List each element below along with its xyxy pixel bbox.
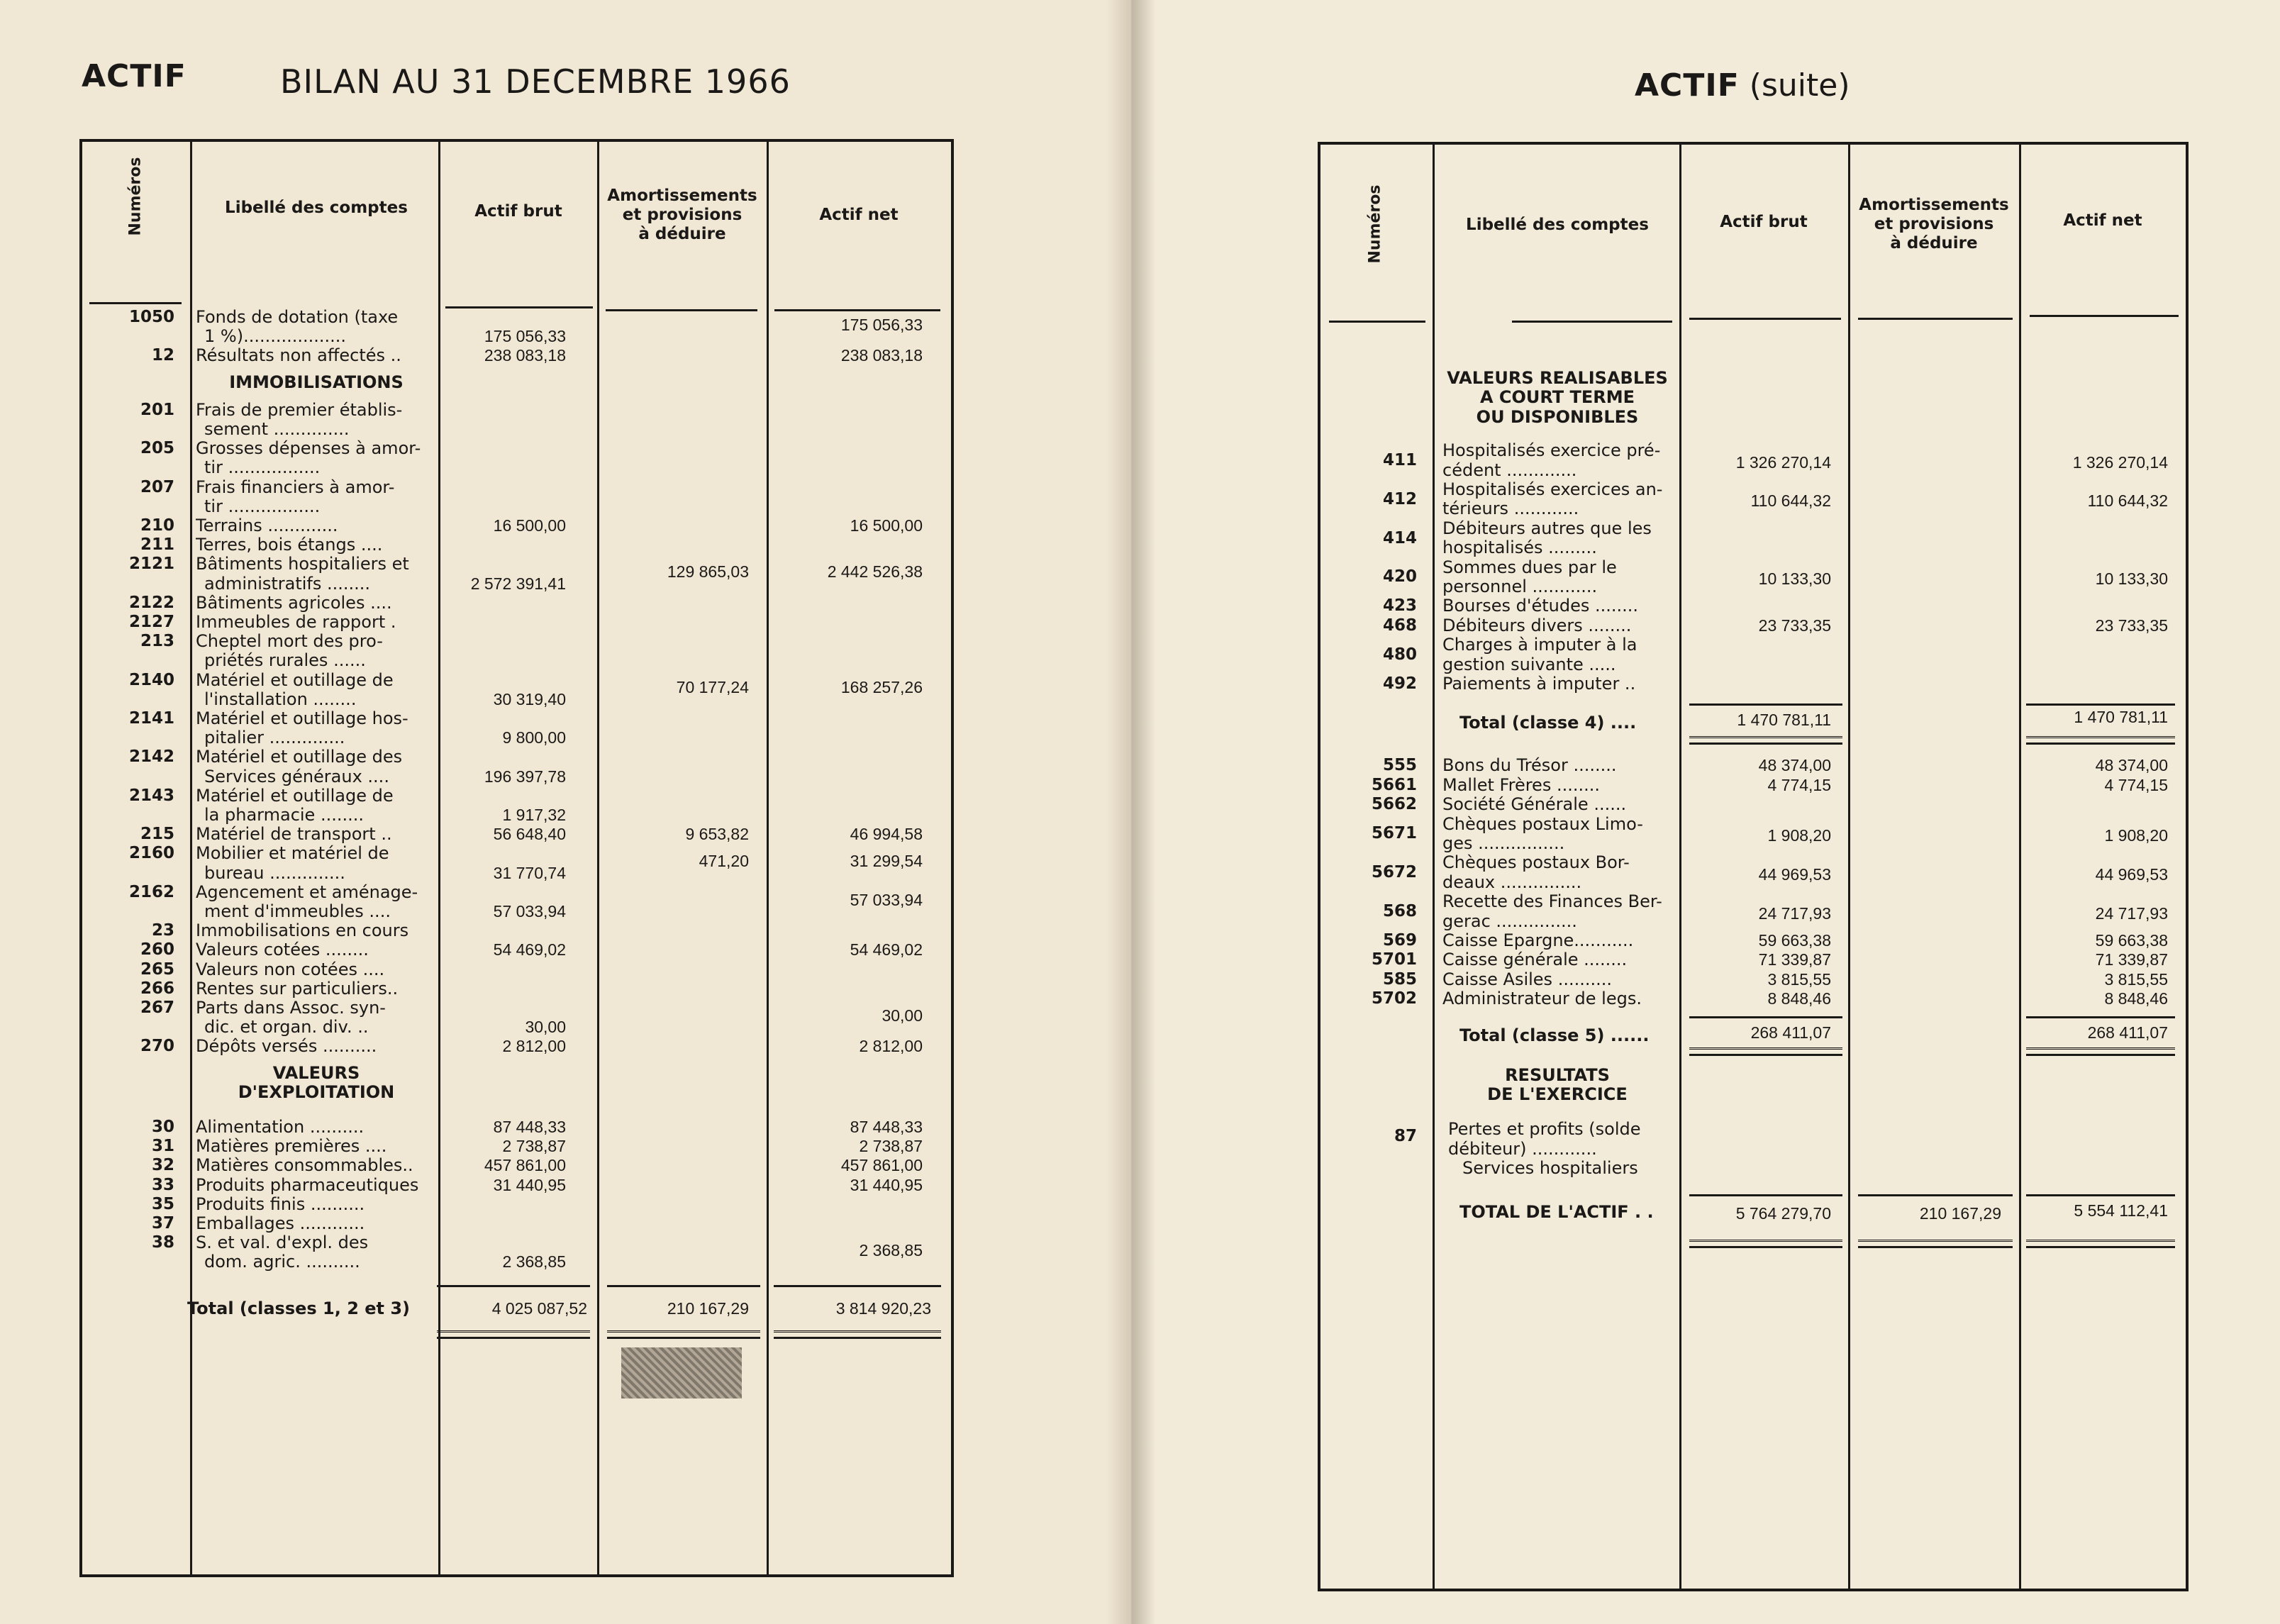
account-label: Produits finis .......... — [196, 1194, 365, 1214]
actif-net-value: 175 056,33 — [840, 315, 923, 334]
account-label: Valeurs cotées ........ — [196, 940, 369, 960]
account-number: 213 — [140, 632, 174, 651]
actif-brut-value: 2 738,87 — [502, 1137, 566, 1156]
account-label: Hospitalisés exercice pré- — [1442, 441, 1661, 461]
account-number: 555 — [1382, 756, 1417, 775]
table-rule — [2026, 1016, 2175, 1018]
table-rule — [607, 1285, 760, 1287]
actif-net-value: 110 644,32 — [2087, 491, 2168, 511]
account-label: Rentes sur particuliers.. — [196, 979, 399, 999]
account-label: sement .............. — [204, 420, 350, 439]
table-rule — [1689, 1194, 1842, 1196]
actif-net-value: 57 033,94 — [850, 890, 923, 909]
section-heading: RESULTATS — [1505, 1064, 1610, 1085]
actif-brut-value: 54 469,02 — [493, 940, 566, 960]
col-header-amortissements-right — [1851, 196, 2017, 253]
account-label: Grosses dépenses à amor- — [196, 439, 421, 459]
actif-brut-value: 2 368,85 — [502, 1252, 566, 1272]
account-label: la pharmacie ........ — [204, 806, 364, 825]
account-number: 2140 — [128, 670, 174, 689]
amort-line-1-right: Amortissements — [1859, 196, 2009, 214]
table-rule — [774, 1285, 941, 1287]
account-label: Matériel et outillage des — [196, 747, 403, 767]
actif-net-value: 2 738,87 — [859, 1137, 923, 1156]
account-label: Bourses d'études ........ — [1442, 596, 1639, 616]
account-number: 2143 — [128, 786, 174, 805]
account-label: Administrateur de legs. — [1442, 989, 1642, 1009]
account-label: Services hospitaliers — [1462, 1158, 1638, 1179]
account-number: 266 — [140, 979, 174, 998]
section-heading: DE L'EXERCICE — [1487, 1084, 1628, 1104]
account-label: Cheptel mort des pro- — [196, 632, 383, 652]
actif-net-value: 457 861,00 — [840, 1156, 923, 1175]
actif-brut-value: 196 397,78 — [484, 767, 566, 786]
table-rule — [437, 1285, 590, 1287]
actif-brut-value: 2 812,00 — [502, 1037, 566, 1056]
account-label: pitalier .............. — [204, 728, 345, 748]
account-label: Terres, bois étangs .... — [196, 535, 383, 555]
table-rule — [1858, 1194, 2013, 1196]
account-number: 35 — [151, 1194, 174, 1213]
col-header-actif-brut-right: Actif brut — [1720, 213, 1808, 231]
actif-net-value: 59 663,38 — [2095, 931, 2168, 950]
actif-brut-value: 56 648,40 — [493, 825, 566, 844]
table-rule — [1689, 1016, 1842, 1018]
actif-net-value: 24 717,93 — [2095, 903, 2168, 923]
actif-brut-value: 1 908,20 — [1767, 826, 1831, 845]
account-label: térieurs ............ — [1442, 499, 1579, 519]
actif-brut-value: 8 848,46 — [1767, 989, 1831, 1008]
account-label: Services généraux .... — [204, 767, 389, 786]
account-number: 33 — [151, 1175, 174, 1194]
account-label: débiteur) ............ — [1448, 1138, 1597, 1159]
table-rule — [1689, 1240, 1842, 1248]
account-label: Immobilisations en cours — [196, 921, 409, 941]
section-heading: A COURT TERME — [1479, 387, 1635, 408]
actif-brut-value: 30 319,40 — [493, 689, 566, 708]
account-number: 2142 — [128, 747, 174, 767]
account-number: 411 — [1382, 450, 1417, 469]
total-actif-brut: 4 025 087,52 — [491, 1298, 587, 1318]
table-rule — [607, 1330, 760, 1339]
account-number: 492 — [1382, 674, 1417, 693]
left-balance-table — [79, 139, 954, 1577]
account-label: Caisse Asiles .......... — [1442, 969, 1612, 989]
account-label: Débiteurs divers ........ — [1442, 616, 1632, 635]
section-heading: OU DISPONIBLES — [1476, 406, 1639, 427]
table-rule — [2026, 1047, 2175, 1056]
account-label: Mallet Frères ........ — [1442, 775, 1600, 795]
account-number: 5671 — [1371, 824, 1417, 843]
account-number: 5672 — [1371, 863, 1417, 882]
actif-brut-value: 4 774,15 — [1767, 775, 1831, 794]
grand-total-actif-net: 5 554 112,41 — [2074, 1201, 2168, 1220]
account-label: tir ................. — [204, 458, 321, 478]
account-number: 38 — [151, 1233, 174, 1252]
account-label: Matériel et outillage hos- — [196, 709, 408, 728]
col-header-actif-net-right: Actif net — [2063, 211, 2142, 230]
account-label: Immeubles de rapport . — [196, 613, 396, 632]
account-number: 2121 — [128, 555, 174, 574]
account-label: priétés rurales ...... — [204, 651, 366, 671]
account-number: 5661 — [1371, 775, 1417, 794]
table-rule — [2026, 1240, 2175, 1248]
actif-net-value: 4 774,15 — [2104, 775, 2168, 794]
account-number: 30 — [151, 1118, 174, 1136]
account-number: 414 — [1382, 528, 1417, 547]
account-number: 1050 — [128, 308, 174, 326]
account-label: Alimentation .......... — [196, 1118, 365, 1137]
table-rule — [774, 1330, 941, 1339]
actif-net-value: 87 448,33 — [850, 1118, 923, 1136]
actif-brut-value: 9 800,00 — [502, 728, 566, 747]
account-label: S. et val. d'expl. des — [196, 1233, 369, 1253]
total-label: Total (classe 5) ...... — [1459, 1025, 1650, 1045]
actif-brut-value: 238 083,18 — [484, 346, 566, 365]
account-label: cédent ............. — [1442, 460, 1577, 480]
account-number: 2141 — [128, 709, 174, 728]
account-label: l'installation ........ — [204, 689, 357, 709]
account-label: bureau .............. — [204, 863, 345, 883]
amort-line-1: Amortissements — [607, 187, 757, 205]
account-label: Caisse Epargne........... — [1442, 931, 1634, 950]
account-number: 37 — [151, 1214, 174, 1233]
col-header-libelle: Libellé des comptes — [225, 199, 408, 217]
account-label: dom. agric. .......... — [204, 1252, 360, 1272]
account-label: Parts dans Assoc. syn- — [196, 999, 386, 1018]
right-balance-table — [1318, 142, 2189, 1591]
account-number: 260 — [140, 940, 174, 960]
account-number: 2160 — [128, 844, 174, 863]
actif-brut-value: 57 033,94 — [493, 902, 566, 921]
actif-net-value: 8 848,46 — [2104, 989, 2168, 1008]
account-number: 23 — [151, 921, 174, 940]
account-label: tir ................. — [204, 496, 321, 516]
account-label: Pertes et profits (solde — [1448, 1119, 1641, 1140]
actif-net-value: 46 994,58 — [850, 825, 923, 844]
account-label: ment d'immeubles .... — [204, 902, 391, 921]
account-label: Bâtiments agricoles .... — [196, 593, 392, 613]
actif-brut-value: 23 733,35 — [1758, 616, 1831, 635]
account-label: ges ................ — [1442, 834, 1565, 853]
actif-net-value: 1 908,20 — [2104, 826, 2168, 845]
actif-brut-value: 31 770,74 — [493, 863, 566, 882]
account-number: 31 — [151, 1137, 174, 1156]
table-rule — [1689, 703, 1842, 706]
account-label: gerac ............... — [1442, 911, 1577, 931]
amort-line-2: et provisions — [622, 206, 743, 224]
ink-stamp — [621, 1347, 742, 1398]
amort-line-3: à déduire — [638, 225, 726, 243]
account-number: 205 — [140, 439, 174, 458]
account-label: Produits pharmaceutiques — [196, 1175, 419, 1195]
actif-net-value: 10 133,30 — [2095, 569, 2168, 589]
table-rule — [1858, 1240, 2013, 1248]
total-actif-net: 1 470 781,11 — [2074, 708, 2168, 727]
account-label: hospitalisés ......... — [1442, 538, 1597, 558]
actif-brut-value: 1 326 270,14 — [1735, 452, 1831, 472]
account-number: 5702 — [1371, 989, 1417, 1008]
actif-brut-value: 10 133,30 — [1758, 569, 1831, 589]
account-number: 207 — [140, 477, 174, 496]
account-number: 32 — [151, 1156, 174, 1175]
account-number: 5662 — [1371, 795, 1417, 814]
account-number: 270 — [140, 1037, 174, 1056]
account-label: Dépôts versés .......... — [196, 1037, 377, 1057]
account-label: Valeurs non cotées .... — [196, 960, 385, 979]
account-label: administratifs ........ — [204, 574, 371, 594]
account-label: Fonds de dotation (taxe — [196, 308, 399, 327]
col-header-amortissements — [600, 187, 764, 244]
account-number: 5701 — [1371, 950, 1417, 969]
account-label: Matériel et outillage de — [196, 670, 394, 690]
actif-brut-value: 457 861,00 — [484, 1156, 566, 1175]
actif-brut-value: 175 056,33 — [484, 327, 566, 346]
amortissement-value: 471,20 — [699, 852, 749, 871]
actif-brut-value: 110 644,32 — [1750, 491, 1831, 511]
account-number: 412 — [1382, 489, 1417, 508]
actif-net-value: 2 442 526,38 — [827, 562, 923, 582]
actif-net-value: 30,00 — [882, 1006, 923, 1025]
account-label: personnel ............ — [1442, 577, 1598, 596]
account-label: Bâtiments hospitaliers et — [196, 555, 409, 574]
account-number: 210 — [140, 516, 174, 535]
account-label: Matériel et outillage de — [196, 786, 394, 806]
account-label: Sommes dues par le — [1442, 557, 1617, 577]
account-label: 1 %)................... — [204, 327, 347, 347]
account-number: 215 — [140, 825, 174, 844]
account-label: Chèques postaux Limo- — [1442, 814, 1643, 834]
actif-net-value: 168 257,26 — [840, 678, 923, 697]
account-number: 420 — [1382, 567, 1417, 586]
account-number: 201 — [140, 400, 174, 419]
amortissement-value: 70 177,24 — [676, 678, 749, 697]
account-label: Frais financiers à amor- — [196, 477, 395, 497]
total-label: Total (classes 1, 2 et 3) — [187, 1298, 411, 1318]
total-actif-net: 3 814 920,23 — [835, 1298, 931, 1318]
actif-net-value: 2 368,85 — [859, 1241, 923, 1260]
account-number: 2122 — [128, 593, 174, 612]
actif-brut-value: 1 917,32 — [502, 806, 566, 824]
right-suite-label: (suite) — [1749, 67, 1850, 104]
section-heading: VALEURS — [272, 1062, 360, 1083]
amort-line-2-right: et provisions — [1874, 215, 1994, 233]
actif-net-value: 71 339,87 — [2095, 950, 2168, 969]
section-heading: IMMOBILISATIONS — [229, 372, 404, 392]
actif-net-value: 238 083,18 — [840, 346, 923, 365]
actif-net-value: 44 969,53 — [2095, 864, 2168, 884]
account-label: Terrains ............. — [196, 516, 338, 535]
actif-net-value: 48 374,00 — [2095, 756, 2168, 775]
account-number: 569 — [1382, 931, 1417, 950]
account-label: dic. et organ. div. .. — [204, 1018, 369, 1038]
grand-total-label: TOTAL DE L'ACTIF . . — [1459, 1201, 1654, 1222]
col-header-numeros: Numéros — [126, 157, 145, 236]
account-label: Frais de premier établis- — [196, 400, 403, 420]
actif-net-value: 23 733,35 — [2095, 616, 2168, 635]
account-label: Mobilier et matériel de — [196, 844, 389, 864]
table-rule — [437, 1330, 590, 1339]
actif-brut-value: 3 815,55 — [1767, 969, 1831, 989]
table-rule — [2026, 736, 2175, 745]
account-number: 12 — [151, 346, 174, 365]
account-number: 211 — [140, 535, 174, 555]
account-label: Paiements à imputer .. — [1442, 674, 1636, 694]
account-number: 480 — [1382, 645, 1417, 664]
account-number: 265 — [140, 960, 174, 979]
actif-net-value: 3 815,55 — [2104, 969, 2168, 989]
total-actif-brut: 268 411,07 — [1750, 1023, 1831, 1042]
actif-brut-value: 30,00 — [525, 1018, 566, 1037]
amort-line-3-right: à déduire — [1890, 234, 1978, 252]
col-header-numeros-right: Numéros — [1366, 184, 1384, 264]
account-label: Chèques postaux Bor- — [1442, 853, 1630, 873]
amortissement-value: 9 653,82 — [685, 825, 749, 844]
account-label: gestion suivante ..... — [1442, 655, 1616, 674]
total-actif-brut: 1 470 781,11 — [1737, 711, 1831, 730]
account-label: Débiteurs autres que les — [1442, 518, 1652, 538]
total-label: Total (classe 4) .... — [1459, 713, 1637, 733]
col-header-actif-brut: Actif brut — [474, 202, 562, 221]
grand-total-actif-brut: 5 764 279,70 — [1735, 1203, 1831, 1223]
account-label: Agencement et aménage- — [196, 882, 418, 902]
account-label: Société Générale ...... — [1442, 795, 1627, 815]
actif-brut-value: 71 339,87 — [1758, 950, 1831, 969]
section-heading: D'EXPLOITATION — [238, 1081, 395, 1102]
actif-brut-value: 44 969,53 — [1758, 864, 1831, 884]
left-page-title: BILAN AU 31 DECEMBRE 1966 — [280, 62, 791, 101]
table-rule — [1689, 736, 1842, 745]
account-label: Caisse générale ........ — [1442, 950, 1628, 970]
account-number: 2127 — [128, 613, 174, 631]
account-number: 267 — [140, 999, 174, 1017]
account-label: Recette des Finances Ber- — [1442, 892, 1662, 912]
actif-brut-value: 16 500,00 — [493, 516, 566, 535]
actif-brut-value: 31 440,95 — [493, 1175, 566, 1194]
account-number: 568 — [1382, 901, 1417, 921]
account-label: Matières premières .... — [196, 1137, 387, 1157]
actif-net-value: 54 469,02 — [850, 940, 923, 960]
account-number: 87 — [1394, 1127, 1417, 1146]
actif-net-value: 1 326 270,14 — [2072, 452, 2168, 472]
account-label: Résultats non affectés .. — [196, 346, 401, 366]
account-number: 2162 — [128, 882, 174, 901]
account-label: Matériel de transport .. — [196, 825, 392, 845]
right-page-heading — [1635, 67, 1850, 104]
col-header-libelle-right: Libellé des comptes — [1466, 216, 1649, 234]
total-actif-net: 268 411,07 — [2087, 1023, 2168, 1042]
account-number: 468 — [1382, 616, 1417, 635]
amortissement-value: 129 865,03 — [667, 562, 749, 582]
left-actif-heading: ACTIF — [82, 58, 187, 94]
actif-brut-value: 2 572 391,41 — [470, 574, 566, 593]
actif-net-value: 31 299,54 — [850, 852, 923, 871]
account-label: Matières consommables.. — [196, 1156, 413, 1176]
actif-net-value: 16 500,00 — [850, 516, 923, 535]
section-heading: VALEURS REALISABLES — [1447, 368, 1668, 388]
actif-net-value: 2 812,00 — [859, 1037, 923, 1056]
table-rule — [2026, 1194, 2175, 1196]
book-gutter — [1106, 0, 1156, 1624]
actif-net-value: 31 440,95 — [850, 1175, 923, 1194]
actif-brut-value: 59 663,38 — [1758, 931, 1831, 950]
total-amortissement: 210 167,29 — [667, 1298, 749, 1318]
table-rule — [2026, 703, 2175, 706]
account-label: Charges à imputer à la — [1442, 635, 1637, 655]
col-header-actif-net: Actif net — [819, 206, 899, 224]
actif-brut-value: 24 717,93 — [1758, 903, 1831, 923]
account-label: Emballages ............ — [196, 1214, 365, 1233]
account-label: deaux ............... — [1442, 872, 1582, 892]
account-label: Hospitalisés exercices an- — [1442, 480, 1663, 499]
account-number: 423 — [1382, 596, 1417, 616]
actif-brut-value: 48 374,00 — [1758, 756, 1831, 775]
right-actif-heading: ACTIF — [1635, 67, 1740, 104]
account-label: Bons du Trésor ........ — [1442, 756, 1617, 776]
grand-total-amortissement: 210 167,29 — [1919, 1203, 2001, 1223]
account-number: 585 — [1382, 969, 1417, 989]
actif-brut-value: 87 448,33 — [493, 1118, 566, 1136]
table-rule — [1689, 1047, 1842, 1056]
